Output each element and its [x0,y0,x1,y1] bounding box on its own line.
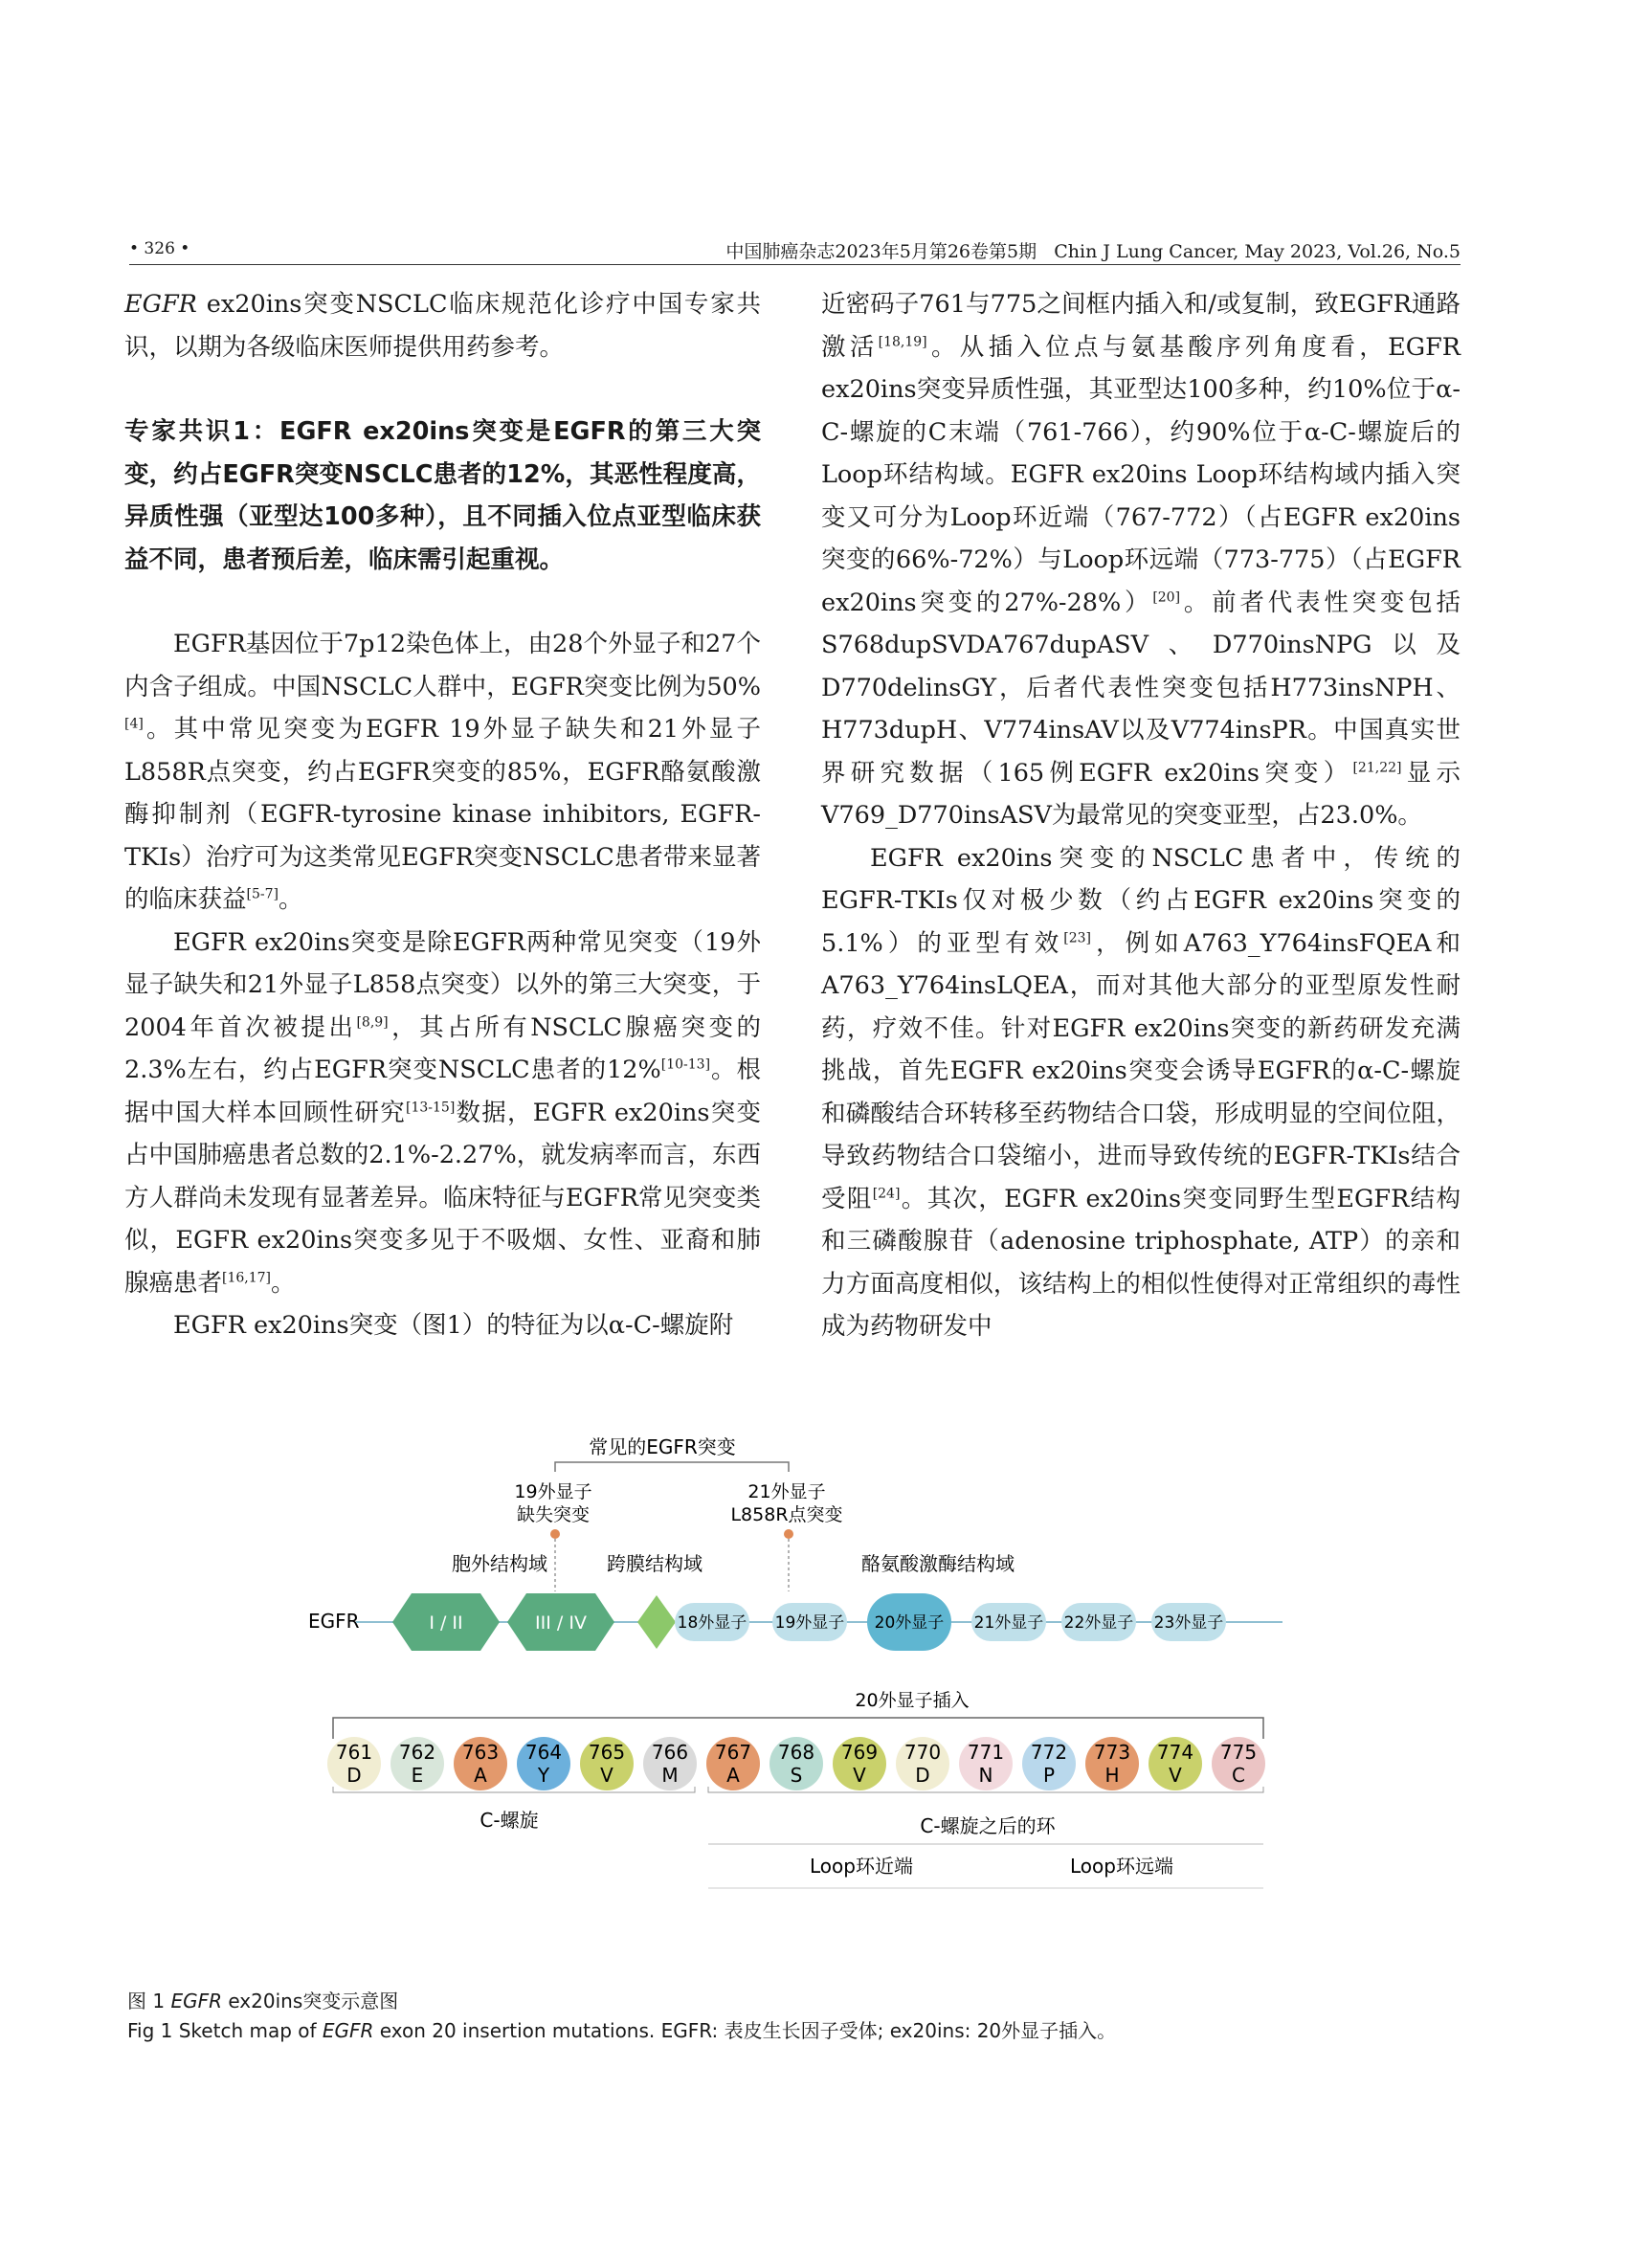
residue-771-amino-acid: N [978,1764,993,1787]
residue-765-number: 765 [588,1741,626,1764]
residue-775-amino-acid: C [1232,1764,1245,1787]
figure-caption-cn: 图 1 EGFR ex20ins突变示意图 [127,1990,399,2012]
residue-764-amino-acid: Y [537,1764,550,1787]
common-mutations-label: 常见的EGFR突变 [589,1435,736,1458]
exon-23-label: 23外显子 [1153,1613,1224,1633]
residue-766-number: 766 [651,1741,689,1764]
right-column [821,283,1461,1348]
residue-group [327,1737,1265,1790]
residue-761-amino-acid: D [346,1764,362,1787]
kinase-label: 酪氨酸激酶结构域 [861,1552,1015,1575]
residue-761-number: 761 [335,1741,373,1764]
ex19-label-line1: 19外显子 [514,1481,592,1502]
residue-772-amino-acid: P [1042,1764,1056,1787]
domain-1-2-label: I / II [429,1612,463,1634]
journal-cn: 中国肺癌杂志2023年5月第26卷第5期 [725,241,1037,262]
loop-far-label: Loop环远端 [1070,1855,1173,1878]
residue-762-number: 762 [398,1741,436,1764]
residue-771-number: 771 [967,1741,1005,1764]
exon-19-label: 19外显子 [774,1613,845,1633]
residue-765-amino-acid: V [600,1764,613,1787]
residue-767-amino-acid: A [726,1764,740,1787]
residue-775-number: 775 [1219,1741,1258,1764]
left-paragraph-4: EGFR ex20ins突变（图1）的特征为以α-C-螺旋附 [173,1311,734,1340]
header-rule [129,264,1461,265]
extracellular-label: 胞外结构域 [452,1552,547,1575]
residue-768-number: 768 [777,1741,815,1764]
domain-3-4-label: III / IV [535,1612,587,1634]
residue-770-amino-acid: D [915,1764,930,1787]
residue-769-amino-acid: V [853,1764,866,1787]
residue-774-number: 774 [1156,1741,1194,1764]
residue-762-amino-acid: E [411,1764,424,1787]
insertion-bracket [333,1718,1263,1739]
ex21-label-line1: 21外显子 [747,1481,826,1502]
insertion-label: 20外显子插入 [855,1690,970,1711]
left-column [124,283,761,1347]
figure-caption-en: Fig 1 Sketch map of EGFR exon 20 insertion mutations. EGFR: 表皮生长因子受体; ex20ins: 20外显子插入。 [127,2019,1117,2042]
c-helix-label: C-螺旋 [479,1809,539,1832]
residue-766-amino-acid: M [661,1764,679,1787]
figure-1 [287,1431,1340,1970]
exon-18-label: 18外显子 [677,1613,747,1633]
right-paragraph-2: EGFR ex20ins突变的NSCLC患者中，传统的EGFR-TKIs仅对极少数（约占EGFR ex20ins突变的5.1%）的亚型有效[23]，例如A763_Y764insFQEA和A763_Y764insLQEA，而对其他大部分的亚型原发性耐药，疗效不佳。针对EGFR ex20ins突变的新药研发充满挑战，首先EGFR ex20ins突变会诱导EGFR的α-C-螺旋和磷酸结合环转移至药物结合口袋，形成明显的空间位阻，导致药物结合口袋缩小，进而导致传统的EGFR-TKIs结合受阻[24]。其次，EGFR ex20ins突变同野生型EGFR结构和三磷酸腺苷（adenosine triphosphate, ATP）的亲和力方面高度相似，该结构上的相似性使得对正常组织的毒性成为药物研发中 [821,843,1461,1341]
page-number: • 326 • [129,239,190,258]
residue-774-amino-acid: V [1169,1764,1182,1787]
consensus-1: 专家共识1：EGFR ex20ins突变是EGFR的第三大突变，约占EGFR突变NSCLC患者的12%，其恶性程度高，异质性强（亚型达100多种），且不同插入位点亚型临床获益不同，患者预后差，临床需引起重视。 [124,417,761,574]
residue-770-number: 770 [903,1741,942,1764]
exon-20-label: 20外显子 [874,1613,945,1633]
running-header [725,237,1461,263]
ex19-marker [550,1529,560,1539]
journal-en: Chin J Lung Cancer, May 2023, Vol.26, No.5 [1054,241,1461,262]
residue-773-number: 773 [1093,1741,1131,1764]
residue-767-number: 767 [714,1741,752,1764]
common-bracket [555,1462,789,1472]
exon-21-label: 21外显子 [973,1613,1044,1633]
residue-764-number: 764 [524,1741,563,1764]
right-paragraph-1: 近密码子761与775之间框内插入和/或复制，致EGFR通路激活[18,19]。从插入位点与氨基酸序列角度看，EGFR ex20ins突变异质性强，其亚型达100多种，约10%位于α-C-螺旋的C末端（761-766），约90%位于α-C-螺旋后的Loop环结构域。EGFR ex20ins Loop环结构域内插入突变又可分为Loop环近端（767-772）（占EGFR ex20ins突变的66%-72%）与Loop环远端（773-775）（占EGFR ex20ins突变的27%-28%）[20]。前者代表性突变包括S768dupSVDA767dupASV、D770insNPG以及D770delinsGY，后者代表性突变包括H773insNPH、H773dupH、V774insAV以及V774insPR。中国真实世界研究数据（165例EGFR ex20ins突变）[21,22]显示V769_D770insASV为最常见的突变亚型，占23.0%。 [821,290,1461,830]
left-paragraph-1: EGFR ex20ins突变NSCLC临床规范化诊疗中国专家共识，以期为各级临床医师提供用药参考。 [124,290,761,362]
residue-768-amino-acid: S [790,1764,803,1787]
residue-773-amino-acid: H [1104,1764,1120,1787]
residue-772-number: 772 [1030,1741,1068,1764]
c-helix-bracket [333,1787,695,1792]
egfr-label: EGFR [308,1610,360,1633]
loop-near-label: Loop环近端 [810,1855,913,1878]
ex21-label-line2: L858R点突变 [730,1504,843,1525]
transmembrane-diamond [637,1595,676,1649]
transmembrane-label: 跨膜结构域 [607,1552,702,1575]
residue-763-number: 763 [461,1741,500,1764]
egfr-diagram [287,1431,1340,1967]
residue-769-number: 769 [840,1741,879,1764]
exon-22-label: 22外显子 [1063,1613,1134,1633]
ex21-marker [784,1529,793,1539]
residue-763-amino-acid: A [474,1764,487,1787]
post-helix-label: C-螺旋之后的环 [920,1814,1056,1837]
left-paragraph-3: EGFR ex20ins突变是除EGFR两种常见突变（19外显子缺失和21外显子L858点突变）以外的第三大突变，于2004年首次被提出[8,9]，其占所有NSCLC腺癌突变的2.3%左右，约占EGFR突变NSCLC患者的12%[10-13]。根据中国大样本回顾性研究[13-15]数据，EGFR ex20ins突变占中国肺癌患者总数的2.1%-2.27%，就发病率而言，东西方人群尚未发现有显著差异。临床特征与EGFR常见突变类似，EGFR ex20ins突变多见于不吸烟、女性、亚裔和肺腺癌患者[16,17]。 [124,927,761,1298]
left-paragraph-2: EGFR基因位于7p12染色体上，由28个外显子和27个内含子组成。中国NSCLC人群中，EGFR突变比例为50%[4]。其中常见突变为EGFR 19外显子缺失和21外显子L858R点突变，约占EGFR突变的85%，EGFR酪氨酸激酶抑制剂（EGFR-tyrosine kinase inhibitors, EGFR-TKIs）治疗可为这类常见EGFR突变NSCLC患者带来显著的临床获益[5-7]。 [124,630,761,914]
ex19-label-line2: 缺失突变 [516,1504,591,1525]
